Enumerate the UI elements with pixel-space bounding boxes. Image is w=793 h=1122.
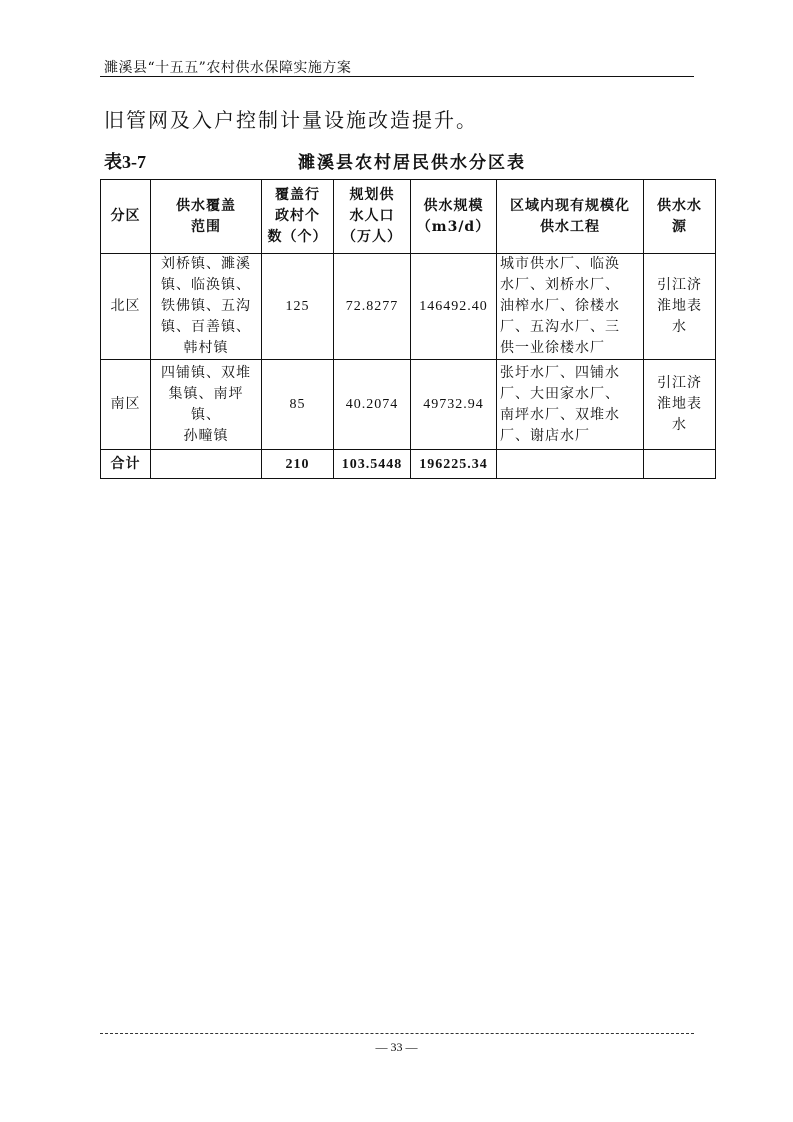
cell-zone: 北区	[101, 254, 151, 360]
body-paragraph: 旧管网及入户控制计量设施改造提升。	[104, 108, 478, 132]
total-villages: 210	[262, 450, 334, 479]
cell-scale: 49732.94	[411, 360, 497, 450]
header-source: 供水水 源	[644, 180, 716, 254]
header-villages: 覆盖行 政村个 数（个）	[262, 180, 334, 254]
table-total-row	[101, 450, 716, 479]
cell-coverage: 刘桥镇、濉溪 镇、临涣镇、 铁佛镇、五沟 镇、百善镇、 韩村镇	[151, 254, 262, 360]
cell-scale: 146492.40	[411, 254, 497, 360]
cell-source: 引江济 淮地表 水	[644, 254, 716, 360]
table-row	[101, 360, 716, 450]
header-rule	[100, 76, 694, 77]
document-header-title: 濉溪县“十五五”农村供水保障实施方案	[104, 60, 352, 76]
total-source-empty	[644, 450, 716, 479]
page-number: — 33 —	[375, 1040, 418, 1054]
total-label: 合计	[101, 450, 151, 479]
total-scale: 196225.34	[411, 450, 497, 479]
total-coverage-empty	[151, 450, 262, 479]
header-zone: 分区	[101, 180, 151, 254]
header-population: 规划供 水人口 （万人）	[334, 180, 411, 254]
total-projects-empty	[497, 450, 644, 479]
cell-zone: 南区	[101, 360, 151, 450]
water-supply-zone-table	[100, 179, 716, 479]
cell-villages: 125	[262, 254, 334, 360]
cell-population: 40.2074	[334, 360, 411, 450]
cell-population: 72.8277	[334, 254, 411, 360]
header-coverage: 供水覆盖 范围	[151, 180, 262, 254]
table-header-row	[101, 180, 716, 254]
table-caption	[104, 148, 694, 172]
table-row	[101, 254, 716, 360]
cell-villages: 85	[262, 360, 334, 450]
table-caption-title: 濉溪县农村居民供水分区表	[298, 153, 526, 173]
total-population: 103.5448	[334, 450, 411, 479]
cell-projects: 张圩水厂、四铺水 厂、大田家水厂、 南坪水厂、双堆水 厂、谢店水厂	[497, 360, 644, 450]
cell-source: 引江济 淮地表 水	[644, 360, 716, 450]
header-scale: 供水规模 （m3/d）	[411, 180, 497, 254]
header-projects: 区域内现有规模化 供水工程	[497, 180, 644, 254]
footer-rule	[100, 1033, 694, 1034]
table-caption-number: 表3-7	[104, 152, 146, 172]
cell-coverage: 四铺镇、双堆 集镇、南坪镇、 孙疃镇	[151, 360, 262, 450]
cell-projects: 城市供水厂、临涣 水厂、刘桥水厂、 油榨水厂、徐楼水 厂、五沟水厂、三 供一业徐楼水厂	[497, 254, 644, 360]
